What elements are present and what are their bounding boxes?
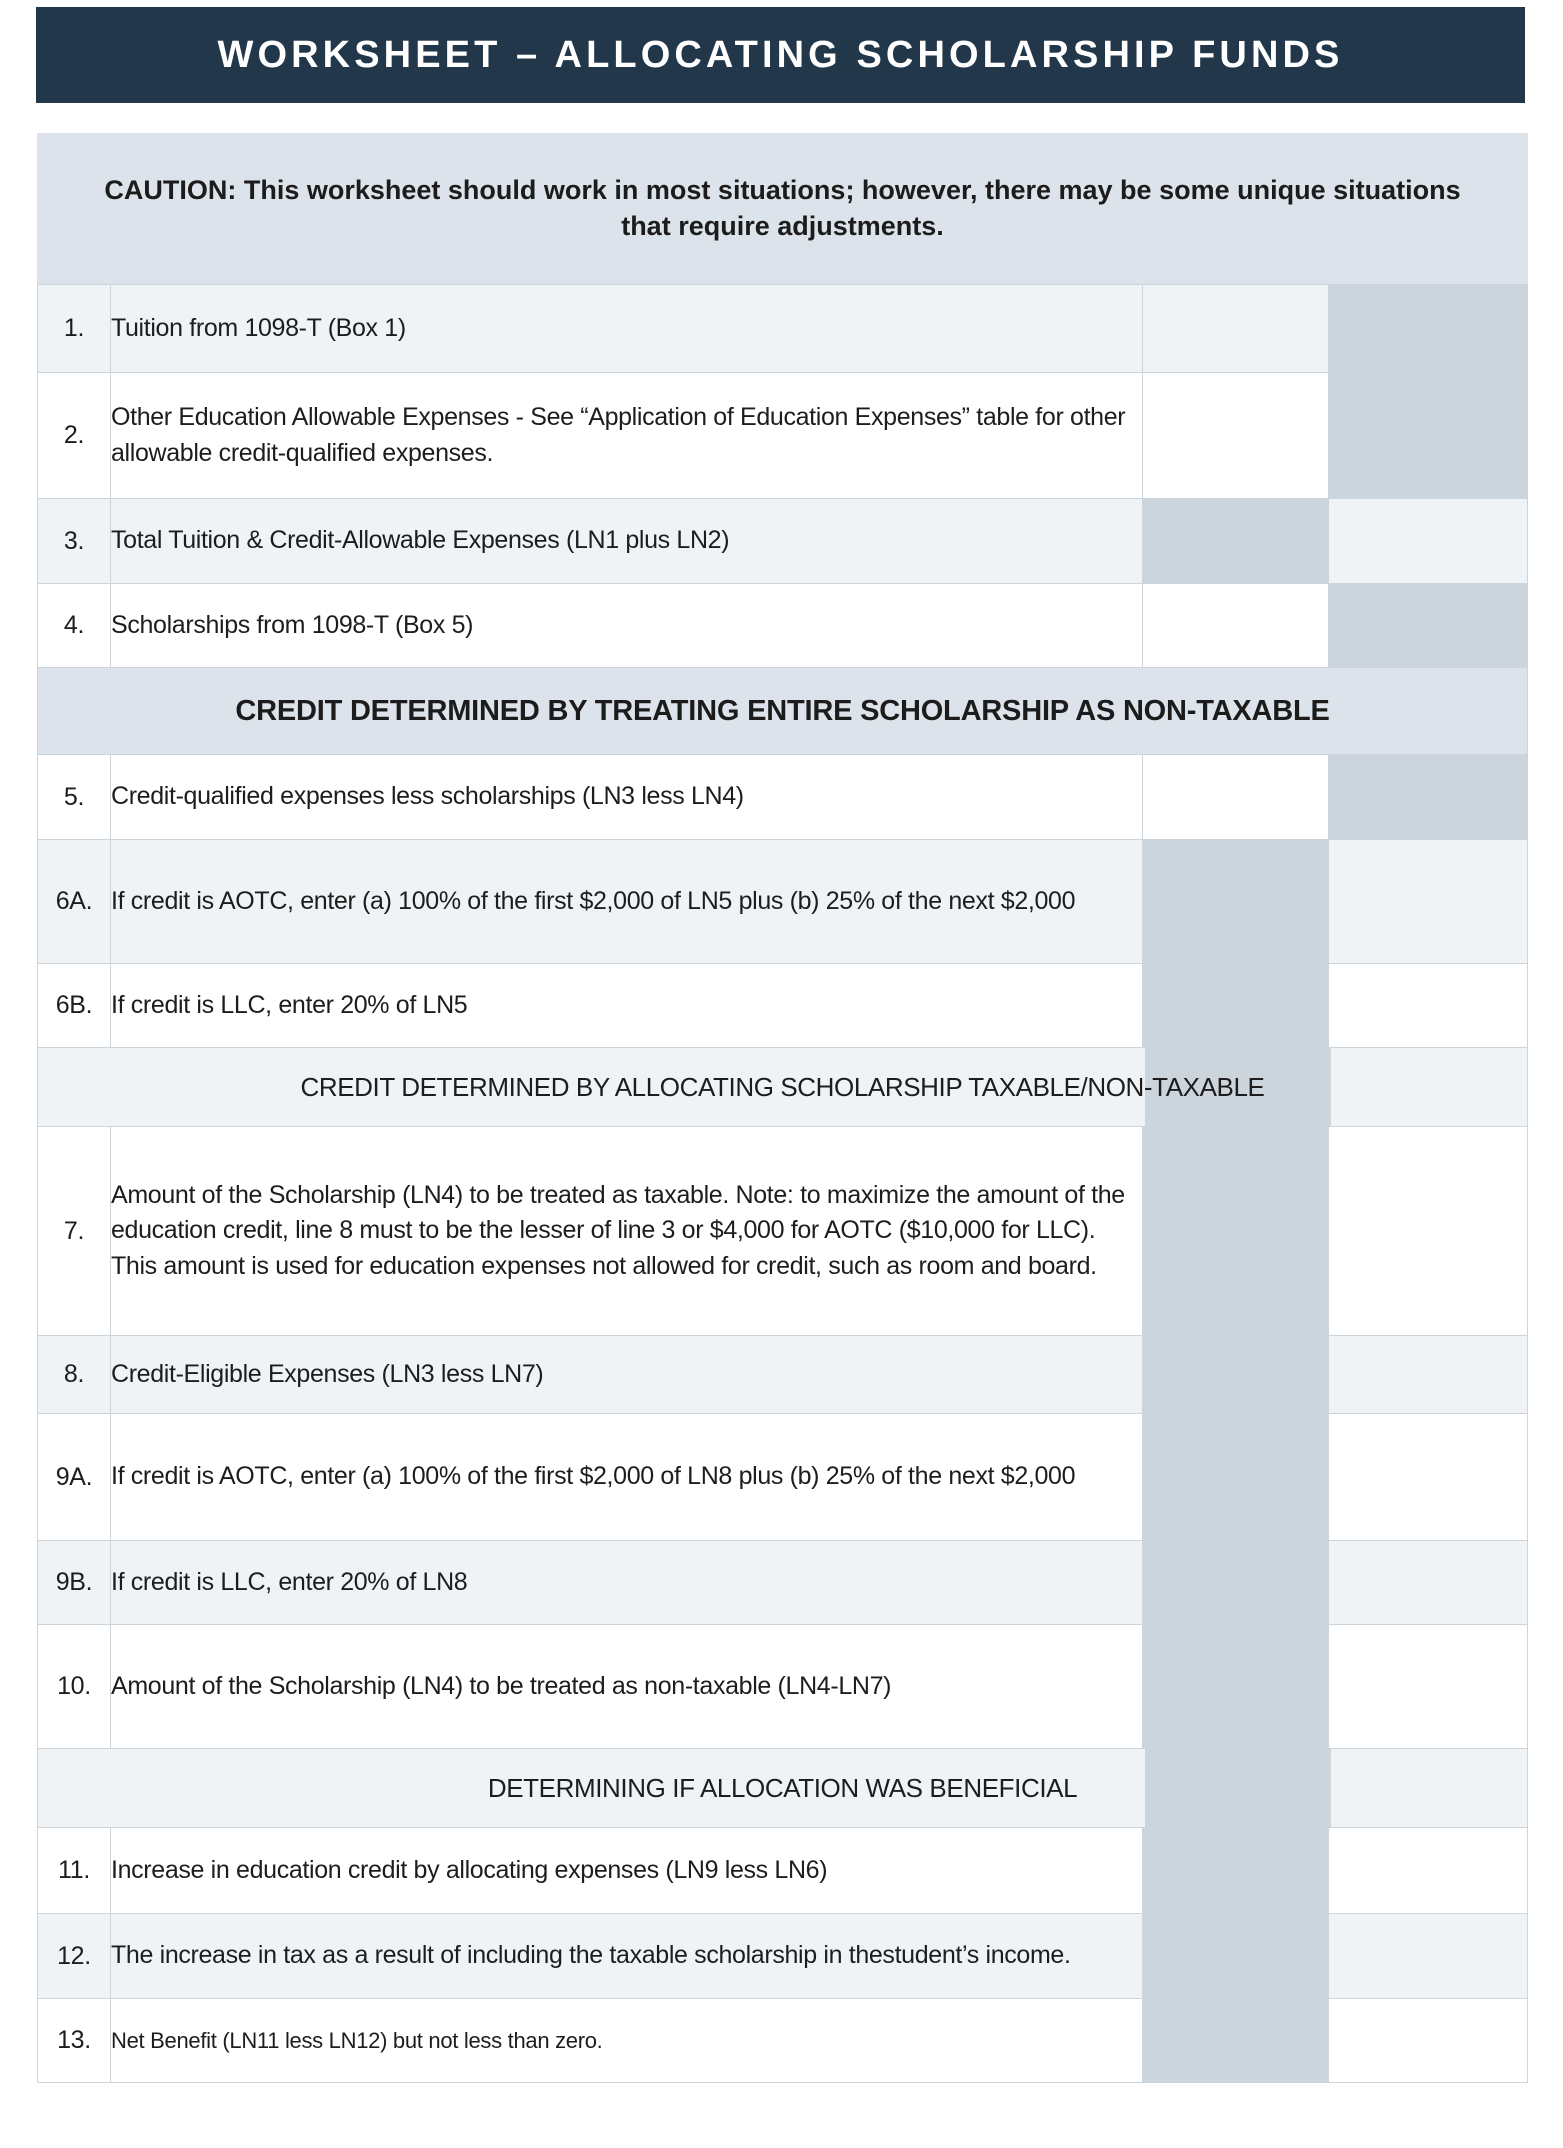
row-description: Tuition from 1098-T (Box 1) <box>111 285 1143 373</box>
value-cell-b[interactable] <box>1329 1336 1528 1414</box>
table-row <box>38 755 1528 840</box>
value-cell-a[interactable] <box>1143 1414 1329 1541</box>
section-header-non-taxable <box>38 668 1528 755</box>
table-row <box>38 1541 1528 1625</box>
value-cell-b[interactable] <box>1329 1625 1528 1749</box>
value-cell-a[interactable] <box>1143 584 1329 668</box>
row-number: 10. <box>38 1625 111 1749</box>
section-header-label: DETERMINING IF ALLOCATION WAS BENEFICIAL <box>487 1772 1078 1803</box>
value-cell-b[interactable] <box>1329 373 1528 499</box>
row-number: 9B. <box>38 1541 111 1625</box>
section-header-row <box>38 668 1528 755</box>
value-cell-a[interactable] <box>1143 840 1329 964</box>
value-cell-a[interactable] <box>1143 755 1329 840</box>
value-cell-b[interactable] <box>1329 1127 1528 1336</box>
row-description: Credit-Eligible Expenses (LN3 less LN7) <box>111 1336 1143 1414</box>
value-cell-a[interactable] <box>1143 285 1329 373</box>
table-row <box>38 373 1528 499</box>
table-row <box>38 1414 1528 1541</box>
row-description: If credit is LLC, enter 20% of LN8 <box>111 1541 1143 1625</box>
value-cell-b[interactable] <box>1329 1414 1528 1541</box>
row-number: 8. <box>38 1336 111 1414</box>
row-number: 2. <box>38 373 111 499</box>
value-cell-a[interactable] <box>1143 964 1329 1048</box>
value-cell-b[interactable] <box>1329 755 1528 840</box>
value-cell-a[interactable] <box>1143 1127 1329 1336</box>
value-cell-a[interactable] <box>1143 373 1329 499</box>
row-number: 5. <box>38 755 111 840</box>
value-cell-a[interactable] <box>1143 1828 1329 1914</box>
row-number: 1. <box>38 285 111 373</box>
section-header-allocating <box>38 1048 1528 1127</box>
value-cell-a[interactable] <box>1143 1999 1329 2083</box>
row-description: Net Benefit (LN11 less LN12) but not less than zero. <box>111 1999 1143 2083</box>
value-cell-a[interactable] <box>1143 1914 1329 1999</box>
row-description: Other Education Allowable Expenses - See “Application of Education Expenses” table for other allowable credit-qualified expenses. <box>111 373 1143 499</box>
title-spacer-strip <box>37 104 1528 134</box>
row-description: If credit is AOTC, enter (a) 100% of the first $2,000 of LN5 plus (b) 25% of the next $2,000 <box>111 840 1143 964</box>
row-number: 7. <box>38 1127 111 1336</box>
value-cell-b[interactable] <box>1329 964 1528 1048</box>
table-row <box>38 1914 1528 1999</box>
value-cell-a[interactable] <box>1143 1541 1329 1625</box>
value-cell-b[interactable] <box>1329 499 1528 584</box>
page-title: WORKSHEET – ALLOCATING SCHOLARSHIP FUNDS <box>217 34 1344 76</box>
table-row <box>38 1336 1528 1414</box>
section-header-beneficial <box>38 1749 1528 1828</box>
value-cell-a[interactable] <box>1143 1625 1329 1749</box>
table-row <box>38 285 1528 373</box>
table-row <box>38 840 1528 964</box>
table-row <box>38 1999 1528 2083</box>
value-cell-b[interactable] <box>1329 840 1528 964</box>
caution-text: CAUTION: This worksheet should work in most situations; however, there may be some unique situations that require adjustments. <box>104 174 1461 241</box>
table-row <box>38 964 1528 1048</box>
section-header-label: CREDIT DETERMINED BY TREATING ENTIRE SCHOLARSHIP AS NON-TAXABLE <box>235 694 1330 727</box>
row-description: If credit is LLC, enter 20% of LN5 <box>111 964 1143 1048</box>
value-cell-b[interactable] <box>1329 1541 1528 1625</box>
row-number: 4. <box>38 584 111 668</box>
table-row <box>38 1127 1528 1336</box>
table-row <box>38 499 1528 584</box>
row-description: Amount of the Scholarship (LN4) to be treated as non-taxable (LN4-LN7) <box>111 1625 1143 1749</box>
value-cell-a[interactable] <box>1143 1336 1329 1414</box>
row-number: 9A. <box>38 1414 111 1541</box>
worksheet-table <box>37 284 1528 2083</box>
section-header-row <box>38 1749 1528 1828</box>
value-cell-b[interactable] <box>1329 584 1528 668</box>
value-cell-a[interactable] <box>1143 499 1329 584</box>
table-row <box>38 1625 1528 1749</box>
value-cell-b[interactable] <box>1329 1914 1528 1999</box>
caution-band <box>37 133 1528 284</box>
row-number: 3. <box>38 499 111 584</box>
row-description: Scholarships from 1098-T (Box 5) <box>111 584 1143 668</box>
worksheet-title-banner <box>36 7 1525 103</box>
table-row <box>38 1828 1528 1914</box>
row-description: If credit is AOTC, enter (a) 100% of the first $2,000 of LN8 plus (b) 25% of the next $2,000 <box>111 1414 1143 1541</box>
row-number: 6B. <box>38 964 111 1048</box>
row-description: Amount of the Scholarship (LN4) to be treated as taxable. Note: to maximize the amount of the education credit, line 8 must to be the lesser of line 3 or $4,000 for AOTC ($10,000 for LLC). This amount is used for education expenses not allowed for credit, such as room and board. <box>111 1127 1143 1336</box>
value-cell-b[interactable] <box>1329 285 1528 373</box>
row-description: The increase in tax as a result of including the taxable scholarship in thestudent’s income. <box>111 1914 1143 1999</box>
section-header-label: CREDIT DETERMINED BY ALLOCATING SCHOLARSHIP TAXABLE/NON-TAXABLE <box>300 1071 1265 1102</box>
row-description: Total Tuition & Credit-Allowable Expenses (LN1 plus LN2) <box>111 499 1143 584</box>
value-cell-b[interactable] <box>1329 1828 1528 1914</box>
row-number: 12. <box>38 1914 111 1999</box>
value-cell-b[interactable] <box>1329 1999 1528 2083</box>
row-description: Credit-qualified expenses less scholarships (LN3 less LN4) <box>111 755 1143 840</box>
row-number: 13. <box>38 1999 111 2083</box>
table-row <box>38 584 1528 668</box>
section-header-row <box>38 1048 1528 1127</box>
row-number: 6A. <box>38 840 111 964</box>
row-description: Increase in education credit by allocating expenses (LN9 less LN6) <box>111 1828 1143 1914</box>
row-number: 11. <box>38 1828 111 1914</box>
